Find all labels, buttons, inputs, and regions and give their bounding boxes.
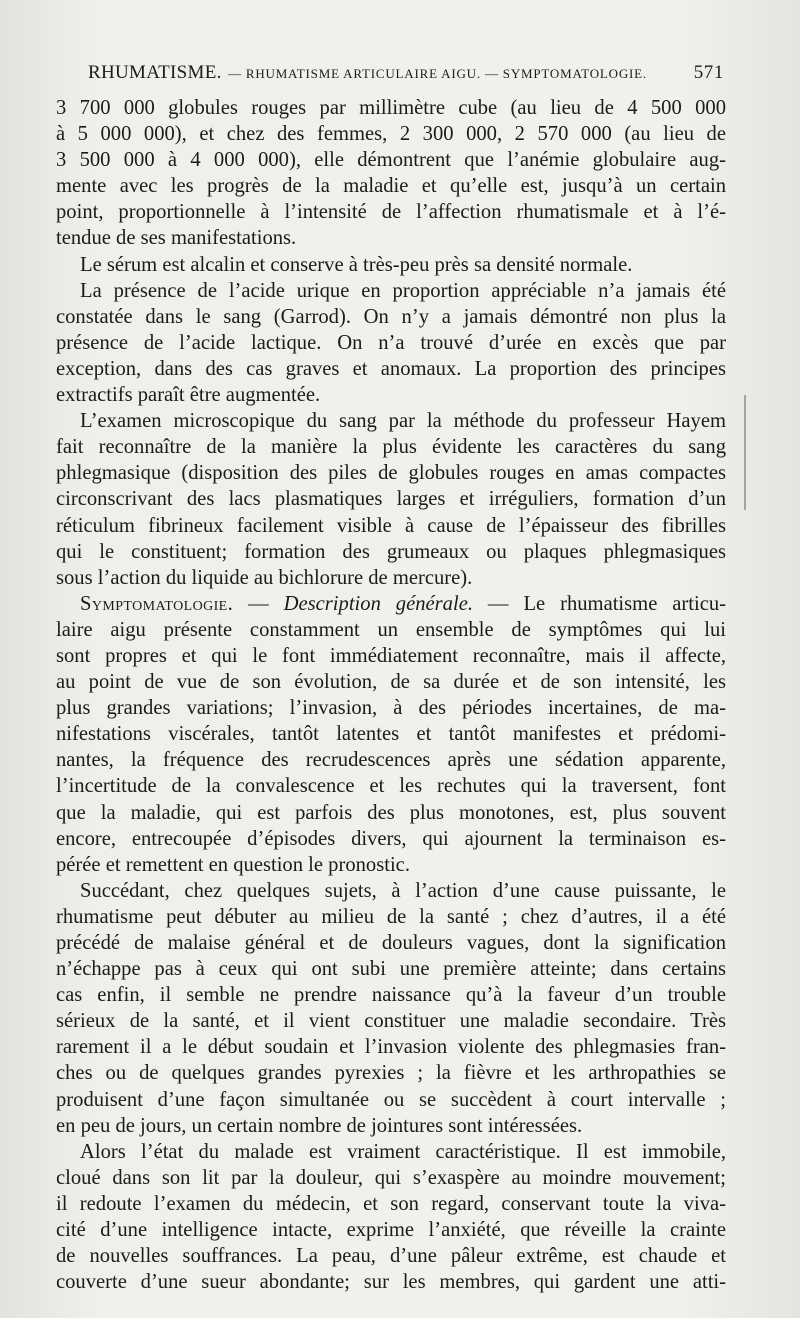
text-line: ches ou de quelques grandes pyrexies ; la fièvre et les arthropathies se xyxy=(56,1062,726,1085)
text-line: exception, dans des cas graves et anomaux. La proportion des principes xyxy=(56,357,726,380)
running-header xyxy=(88,60,724,88)
text-line: 3 500 000 à 4 000 000), elle démontrent que l’anémie globulaire aug- xyxy=(56,149,726,172)
paragraph xyxy=(56,1139,726,1296)
text-line: laire aigu présente constamment un ensemble de symptômes qui lui xyxy=(56,618,726,641)
text-line: plus grandes variations; l’invasion, à des périodes incertaines, de ma- xyxy=(56,697,726,720)
section-subheading: Description générale. xyxy=(283,592,473,615)
text-line: couverte d’une sueur abondante; sur les membres, qui gardent une atti- xyxy=(56,1271,726,1294)
text-line: fait reconnaître de la manière la plus évidente les caractères du sang xyxy=(56,436,726,459)
text-line: 3 700 000 globules rouges par millimètre cube (au lieu de 4 500 000 xyxy=(56,97,726,119)
text-line: précédé de malaise général et de douleurs vagues, dont la signification xyxy=(56,932,726,954)
text-line: nifestations viscérales, tantôt latentes et tantôt manifestes et prédomi- xyxy=(56,723,726,746)
text-line: L’examen microscopique du sang par la méthode du professeur Hayem xyxy=(80,410,726,433)
text-line: l’incertitude de la convalescence et les rechutes qui la traversent, font xyxy=(56,775,726,798)
text-line: n’échappe pas à ceux qui ont subi une première atteinte; dans certains xyxy=(56,958,726,981)
text-line: rhumatisme peut débuter au milieu de la santé ; chez d’autres, il a été xyxy=(56,905,726,928)
text-line: encore, entrecoupée d’épisodes divers, qui ajournent la terminaison es- xyxy=(56,827,726,850)
text-line: Alors l’état du malade est vraiment caractéristique. Il est immobile, xyxy=(80,1140,726,1163)
text-line: circonscrivant des lacs plasmatiques larges et irréguliers, formation d’un xyxy=(56,488,726,511)
text-fragment: Le rhumatisme articu- xyxy=(523,592,726,615)
paragraph xyxy=(56,591,726,878)
margin-pencil-mark xyxy=(744,395,754,510)
page-number: 571 xyxy=(693,62,724,83)
text-line: mente avec les progrès de la maladie et qu’elle est, jusqu’à un certain xyxy=(56,175,726,198)
text-line: cloué dans son lit par la douleur, qui s’exaspère au moindre mouvement; xyxy=(56,1166,726,1189)
text-line: La présence de l’acide urique en proportion appréciable n’a jamais été xyxy=(80,279,726,302)
body-text xyxy=(56,95,726,1295)
text-line: sérieux de la santé, et il vient constituer une maladie secondaire. Très xyxy=(56,1010,726,1033)
header-subtitle: — RHUMATISME ARTICULAIRE AIGU. — SYMPTOMATOLOGIE. xyxy=(228,66,647,81)
text-line: nantes, la fréquence des recrudescences après une sédation apparente, xyxy=(56,749,726,772)
text-line: pérée et remettent en question le pronostic. xyxy=(56,853,410,876)
text-line: cité d’une intelligence intacte, exprime l’anxiété, que réveille la crainte xyxy=(56,1219,726,1242)
text-line: en peu de jours, un certain nombre de jointures sont intéressées. xyxy=(56,1114,583,1137)
text-line: il redoute l’examen du médecin, et son regard, conservant toute la viva- xyxy=(56,1192,726,1215)
paragraph xyxy=(56,95,726,252)
text-line: cas enfin, il semble ne prendre naissance qu’à la faveur d’un trouble xyxy=(56,984,726,1007)
section-heading: Symptomatologie. xyxy=(80,592,234,615)
text-line: produisent d’une façon simultanée ou se succèdent à court intervalle ; xyxy=(56,1088,726,1111)
paragraph xyxy=(56,278,726,408)
paragraph xyxy=(56,878,726,1139)
text-line: présence de l’acide lactique. On n’a trouvé d’urée en excès que par xyxy=(56,331,726,354)
text-line: Le sérum est alcalin et conserve à très-peu près sa densité normale. xyxy=(80,253,633,276)
text-line: point, proportionnelle à l’intensité de l’affection rhumatismale et à l’é- xyxy=(56,201,726,224)
text-line: rarement il a le début soudain et l’invasion violente des phlegmasies fran- xyxy=(56,1036,726,1059)
text-line: sont propres et qui le font immédiatement reconnaître, mais il affecte, xyxy=(56,644,726,667)
text-line: de nouvelles souffrances. La peau, d’une pâleur extrême, est chaude et xyxy=(56,1245,726,1268)
section-first-line: Symptomatologie. — Description générale. — Le rhumatisme articu- xyxy=(80,592,726,615)
text-line: Succédant, chez quelques sujets, à l’action d’une cause puissante, le xyxy=(80,879,726,902)
text-line: tendue de ses manifestations. xyxy=(56,227,297,250)
paragraph xyxy=(56,252,726,278)
text-line: extractifs paraît être augmentée. xyxy=(56,384,321,407)
text-line: constatée dans le sang (Garrod). On n’y a jamais démontré non plus la xyxy=(56,305,726,328)
text-line: sous l’action du liquide au bichlorure de mercure). xyxy=(56,566,473,589)
text-line: qui le constituent; formation des grumeaux ou plaques phlegmasiques xyxy=(56,540,726,563)
text-line: à 5 000 000), et chez des femmes, 2 300 000, 2 570 000 (au lieu de xyxy=(56,123,726,146)
text-line: que la maladie, qui est parfois des plus monotones, est, plus souvent xyxy=(56,801,726,824)
text-line: phlegmasique (disposition des piles de globules rouges en amas compactes xyxy=(56,462,726,485)
header-title: RHUMATISME. xyxy=(88,62,222,83)
text-line: au point de vue de son évolution, de sa durée et de son intensité, les xyxy=(56,671,726,694)
text-line: réticulum fibrineux facilement visible à cause de l’épaisseur des fibrilles xyxy=(56,514,726,537)
paragraph xyxy=(56,408,726,591)
